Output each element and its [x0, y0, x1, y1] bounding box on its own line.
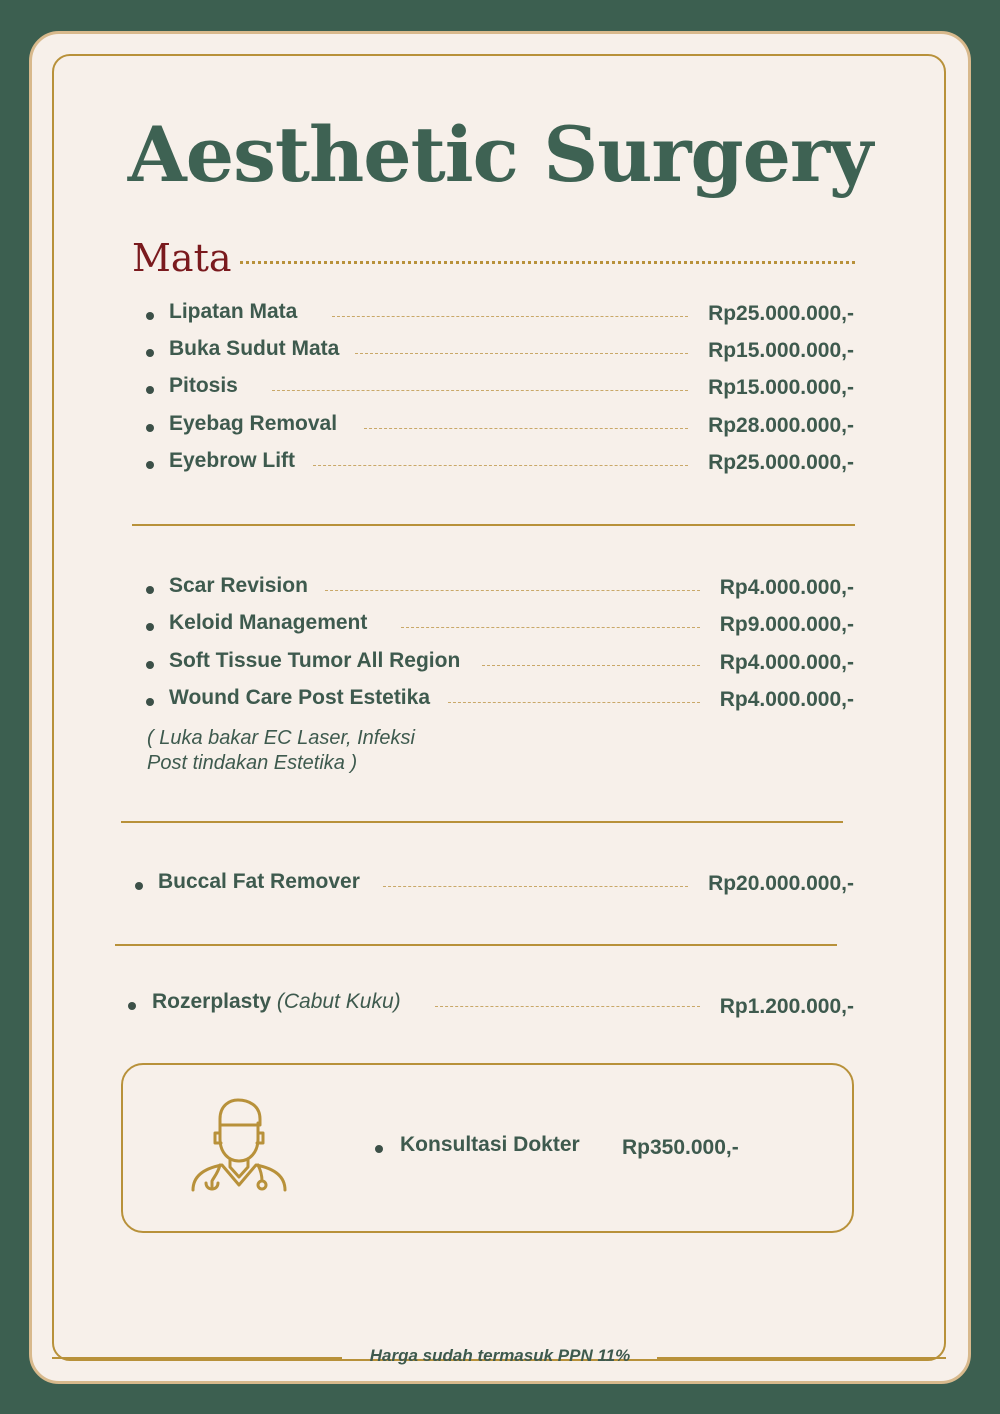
list-item	[0, 374, 1000, 404]
item-price: Rp350.000,-	[622, 1136, 739, 1159]
footer-rule-right	[657, 1357, 946, 1359]
item-label: Soft Tissue Tumor All Region	[169, 649, 461, 672]
bullet-icon	[146, 424, 154, 432]
list-item	[0, 337, 1000, 367]
item-price: Rp28.000.000,-	[708, 414, 854, 437]
list-item	[0, 870, 1000, 900]
item-price: Rp25.000.000,-	[708, 302, 854, 325]
list-item	[0, 412, 1000, 442]
leader-line	[332, 316, 688, 317]
item-price: Rp15.000.000,-	[708, 376, 854, 399]
item-price: Rp25.000.000,-	[708, 451, 854, 474]
item-note	[147, 726, 447, 776]
item-label: Lipatan Mata	[169, 300, 298, 323]
bullet-icon	[146, 661, 154, 669]
item-label	[152, 990, 401, 1014]
list-item	[0, 990, 1000, 1020]
footer-rule-left	[52, 1357, 342, 1359]
item-price: Rp4.000.000,-	[719, 576, 854, 599]
note-line: Post tindakan Estetika )	[147, 752, 358, 774]
bullet-icon	[375, 1145, 383, 1153]
item-label: Eyebrow Lift	[169, 449, 296, 472]
note-line: ( Luka bakar EC Laser, Infeksi	[147, 727, 415, 749]
item-label: Konsultasi Dokter	[400, 1133, 580, 1156]
item-name-note: (Cabut Kuku)	[276, 990, 401, 1013]
leader-line	[355, 353, 688, 354]
leader-line	[401, 627, 700, 628]
item-price: Rp1.200.000,-	[719, 995, 854, 1018]
bullet-icon	[146, 586, 154, 594]
item-label: Scar Revision	[169, 574, 308, 597]
list-item	[0, 449, 1000, 479]
leader-line	[325, 590, 700, 591]
bullet-icon	[146, 386, 154, 394]
bullet-icon	[146, 312, 154, 320]
item-label: Buccal Fat Remover	[158, 870, 360, 893]
leader-line	[448, 702, 700, 703]
item-name: Rozerplasty	[152, 990, 272, 1013]
list-item	[0, 611, 1000, 641]
leader-line	[272, 390, 688, 391]
section-divider	[132, 524, 855, 526]
item-price: Rp9.000.000,-	[719, 613, 854, 636]
bullet-icon	[135, 882, 143, 890]
bullet-icon	[146, 349, 154, 357]
list-item	[0, 649, 1000, 679]
leader-line	[435, 1006, 700, 1007]
section-divider	[121, 821, 843, 823]
item-price: Rp20.000.000,-	[708, 872, 854, 895]
footer-note: Harga sudah termasuk PPN 11%	[369, 1346, 631, 1365]
page-title: Aesthetic Surgery	[127, 110, 873, 199]
section-title-mata: Mata	[132, 236, 232, 280]
section-divider	[115, 944, 837, 946]
item-price: Rp4.000.000,-	[719, 688, 854, 711]
item-label: Pitosis	[169, 374, 238, 397]
item-label: Keloid Management	[169, 611, 368, 634]
bullet-icon	[146, 461, 154, 469]
list-item	[0, 686, 1000, 716]
item-price: Rp15.000.000,-	[708, 339, 854, 362]
bullet-icon	[146, 698, 154, 706]
bullet-icon	[146, 623, 154, 631]
leader-line	[364, 428, 688, 429]
list-item	[0, 1133, 1000, 1163]
item-label: Eyebag Removal	[169, 412, 338, 435]
section-divider-dotted	[240, 261, 855, 264]
leader-line	[313, 465, 688, 466]
list-item	[0, 300, 1000, 330]
item-price: Rp4.000.000,-	[719, 651, 854, 674]
item-label: Buka Sudut Mata	[169, 337, 340, 360]
item-label: Wound Care Post Estetika	[169, 686, 431, 709]
list-item	[0, 574, 1000, 604]
bullet-icon	[128, 1002, 136, 1010]
leader-line	[383, 886, 688, 887]
leader-line	[482, 665, 700, 666]
